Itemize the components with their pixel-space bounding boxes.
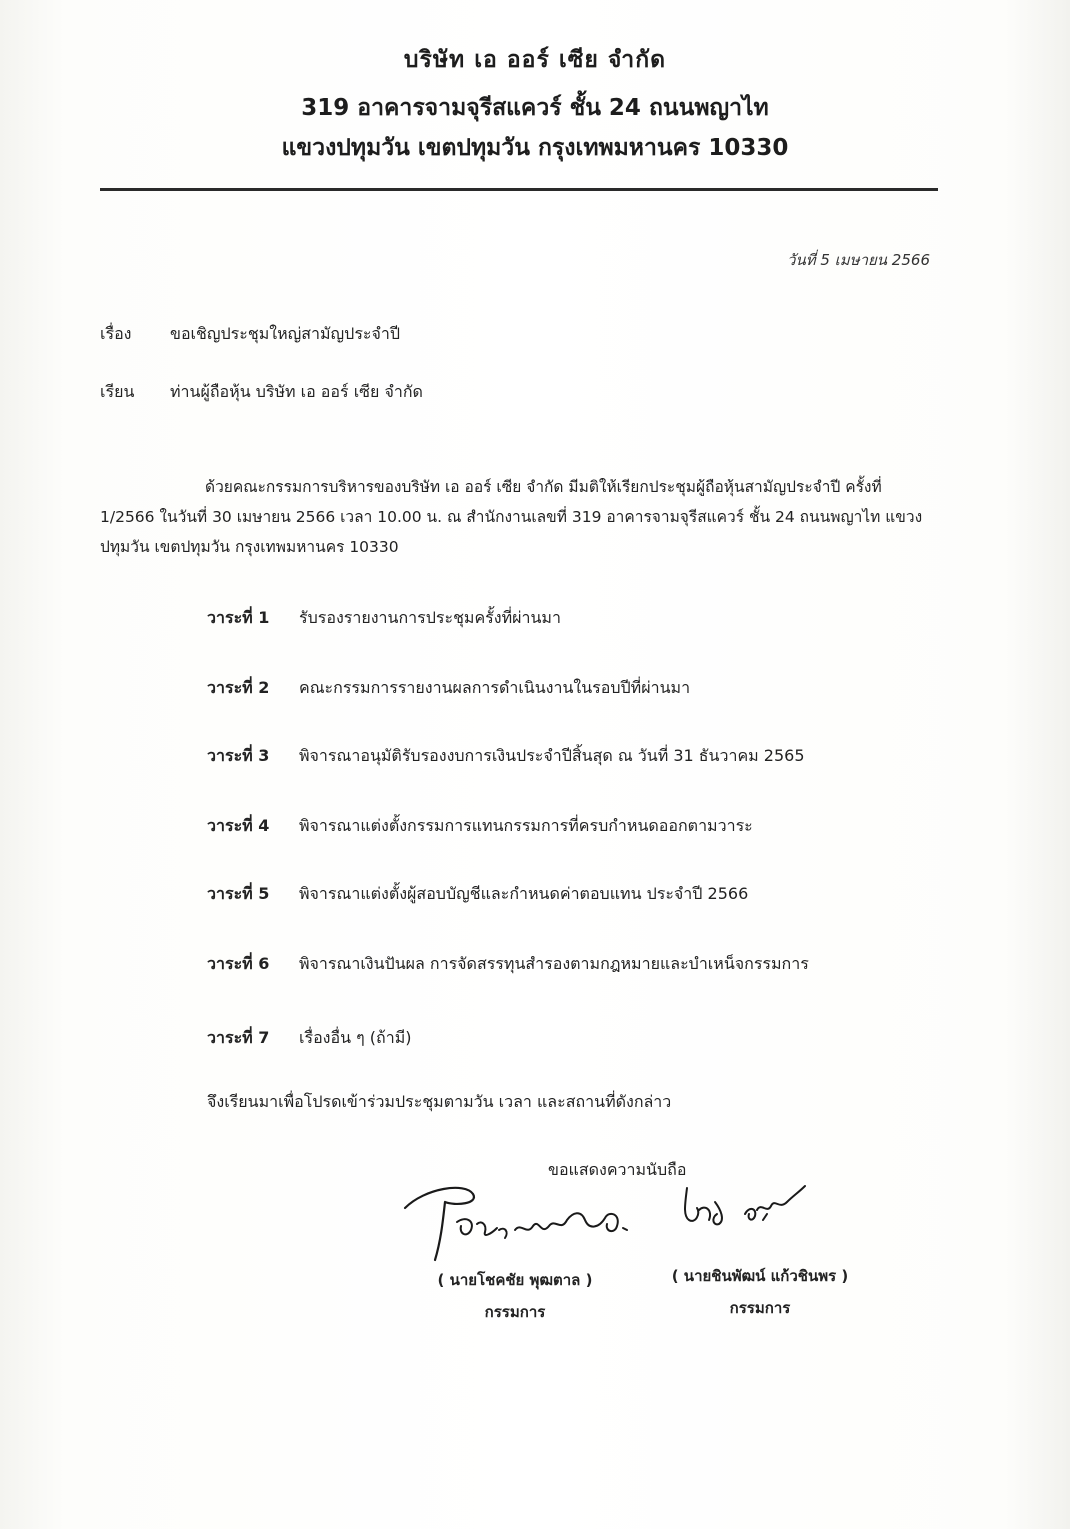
regards-text: ขอแสดงความนับถือ [548, 1160, 687, 1179]
agenda-item [207, 814, 753, 839]
company-name: บริษัท เอ ออร์ เซีย จำกัด [403, 47, 667, 73]
company-address-line1: 319 อาคารจามจุรีสแควร์ ชั้น 24 ถนนพญาไท [301, 95, 769, 121]
agenda-number: วาระที่ 3 [207, 746, 270, 765]
agenda-item [207, 1026, 412, 1051]
agenda-number: วาระที่ 5 [207, 884, 270, 903]
agenda-number: วาระที่ 4 [207, 816, 270, 835]
header-divider [100, 188, 938, 191]
handwritten-signatures [395, 1180, 845, 1270]
letter-date: วันที่ 5 เมษายน 2566 [787, 251, 930, 269]
signer-1-title: กรรมการ [484, 1303, 546, 1321]
agenda-text: คณะกรรมการรายงานผลการดำเนินงานในรอบปีที่ผ่านมา [299, 678, 691, 697]
closing-sentence: จึงเรียนมาเพื่อโปรดเข้าร่วมประชุมตามวัน เวลา และสถานที่ดังกล่าว [207, 1092, 672, 1111]
agenda-item [207, 606, 561, 631]
agenda-item [207, 882, 748, 907]
agenda-item [207, 676, 690, 701]
agenda-number: วาระที่ 6 [207, 954, 270, 973]
agenda-number: วาระที่ 7 [207, 1028, 270, 1047]
signer-2-title: กรรมการ [729, 1299, 791, 1317]
agenda-text: พิจารณาเงินปันผล การจัดสรรทุนสำรองตามกฎหมายและบำเหน็จกรรมการ [299, 954, 809, 973]
agenda-text: พิจารณาอนุมัติรับรองงบการเงินประจำปีสิ้นสุด ณ วันที่ 31 ธันวาคม 2565 [299, 746, 805, 765]
agenda-text: รับรองรายงานการประชุมครั้งที่ผ่านมา [299, 608, 561, 627]
subject-text: ขอเชิญประชุมใหญ่สามัญประจำปี [170, 324, 401, 343]
agenda-number: วาระที่ 2 [207, 678, 270, 697]
signer-1-name: ( นายโชคชัย พุฒตาล ) [437, 1271, 593, 1289]
recipient-text: ท่านผู้ถือหุ้น บริษัท เอ ออร์ เซีย จำกัด [170, 382, 423, 401]
agenda-item [207, 952, 809, 977]
agenda-number: วาระที่ 1 [207, 608, 270, 627]
agenda-item [207, 744, 805, 769]
recipient-label: เรียน [100, 382, 135, 401]
body-paragraph: ด้วยคณะกรรมการบริหารของบริษัท เอ ออร์ เซีย จำกัด มีมติให้เรียกประชุมผู้ถือหุ้นสามัญประจำปี ครั้งที่ 1/2566 ในวันที่ 30 เมษายน 2566 เวลา 10.00 น. ณ สำนักงานเลขที่ 319 อาคารจามจุรีสแควร์ ชั้น 24 ถนนพญาไท แขวงปทุมวัน เขตปทุมวัน กรุงเทพมหานคร 10330 [100, 478, 923, 556]
subject-label: เรื่อง [100, 324, 132, 343]
signer-2-name: ( นายชินพัฒน์ แก้วชินพร ) [671, 1267, 849, 1285]
agenda-text: เรื่องอื่น ๆ (ถ้ามี) [299, 1028, 412, 1047]
agenda-text: พิจารณาแต่งตั้งผู้สอบบัญชีและกำหนดค่าตอบแทน ประจำปี 2566 [299, 884, 749, 903]
company-address-line2: แขวงปทุมวัน เขตปทุมวัน กรุงเทพมหานคร 10330 [281, 135, 789, 161]
agenda-text: พิจารณาแต่งตั้งกรรมการแทนกรรมการที่ครบกำหนดออกตามวาระ [299, 816, 753, 835]
